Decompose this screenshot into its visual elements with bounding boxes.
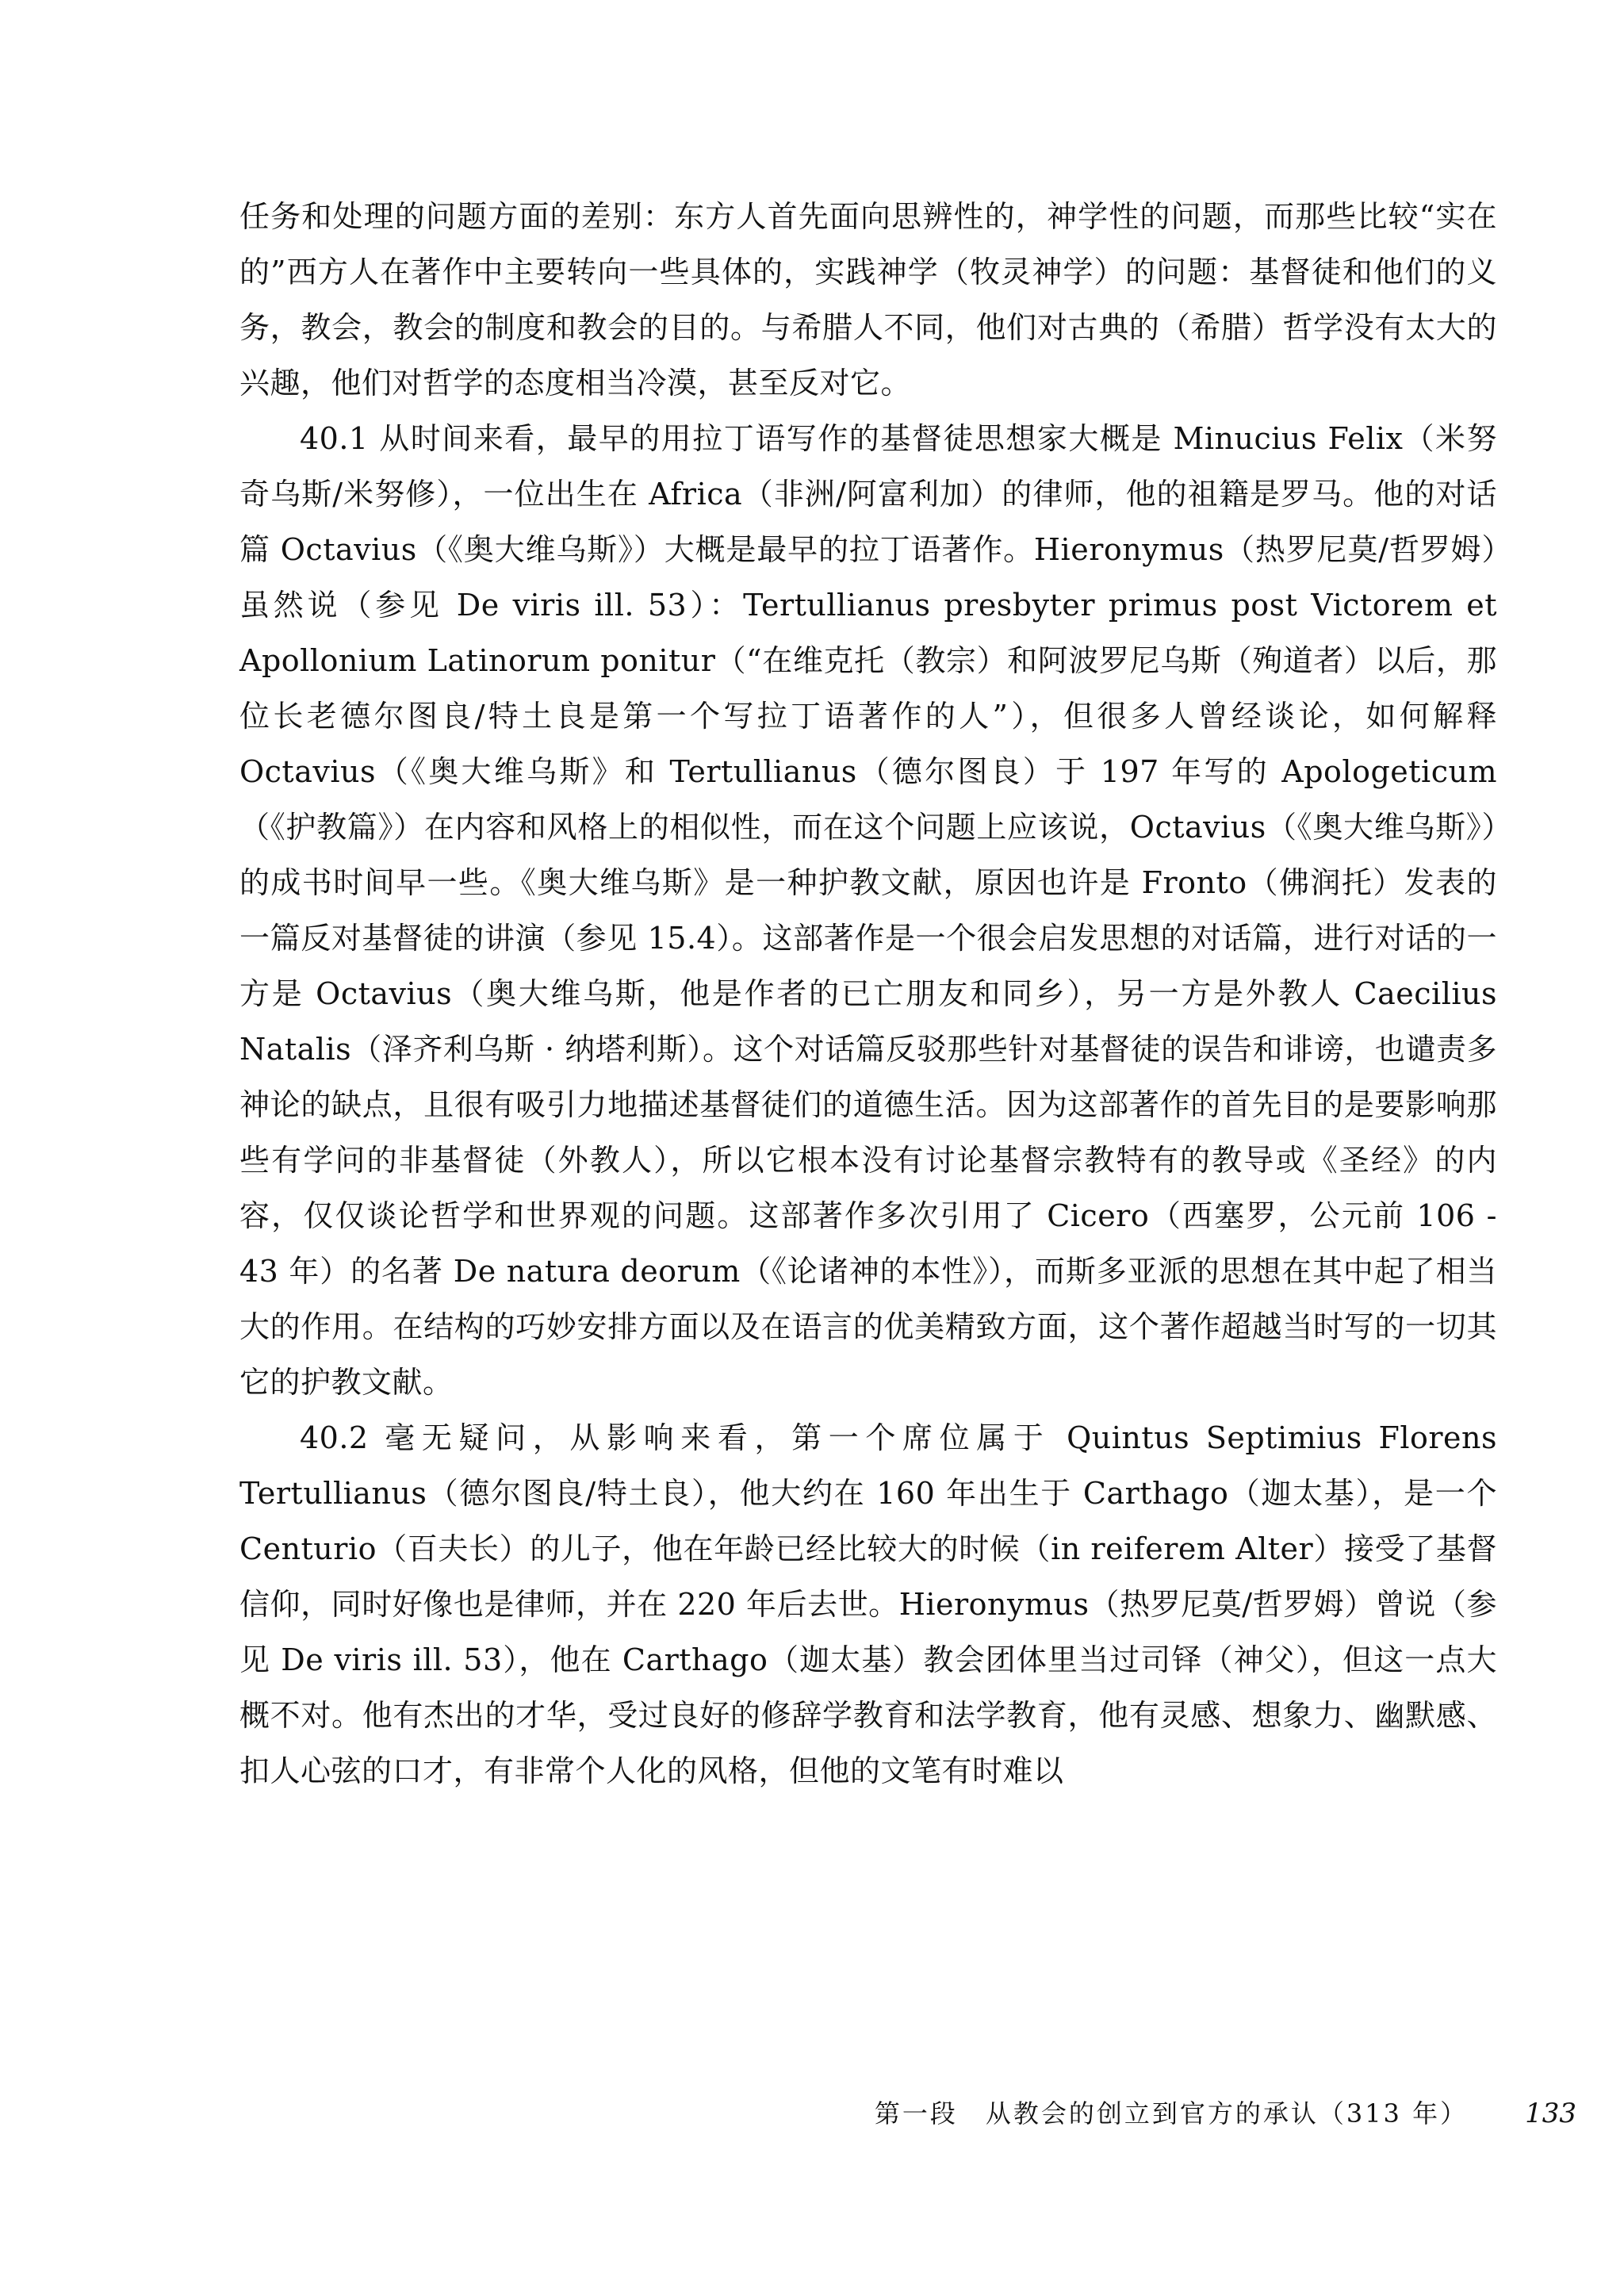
body-text — [239, 189, 1497, 1799]
paragraph-40-2: 40.2 毫无疑问，从影响来看，第一个席位属于 Quintus Septimius Florens Tertullianus（德尔图良/特土良），他大约在 160 年出生于 Carthago（迦太基），是一个 Centurio（百夫长）的儿子，他在年龄已经比较大的时候（in reiferem Alter）接受了基督信仰，同时好像也是律师，并在 220 年后去世。Hieronymus（热罗尼莫/哲罗姆）曾说（参见 De viris ill. 53），他在 Carthago（迦太基）教会团体里当过司铎（神父），但这一点大概不对。他有杰出的才华，受过良好的修辞学教育和法学教育，他有灵感、想象力、幽默感、扣人心弦的口才，有非常个人化的风格，但他的文笔有时难以 — [239, 1420, 1497, 1788]
running-title: 第一段 从教会的创立到官方的承认（313 年） — [874, 2098, 1469, 2129]
paragraph-40-1: 40.1 从时间来看，最早的用拉丁语写作的基督徒思想家大概是 Minucius Felix（米努奇乌斯/米努修），一位出生在 Africa（非洲/阿富利加）的律师，他的祖籍是罗马。他的对话篇 Octavius（《奥大维乌斯》）大概是最早的拉丁语著作。Hieronymus（热罗尼莫/哲罗姆）虽然说（参见 De viris ill. 53）：Tertullianus presbyter primus post Victorem et Apollonium Latinorum ponitur（“在维克托（教宗）和阿波罗尼乌斯（殉道者）以后，那位长老德尔图良/特土良是第一个写拉丁语著作的人”），但很多人曾经谈论，如何解释 Octavius（《奥大维乌斯》和 Tertullianus（德尔图良）于 197 年写的 Apologeticum（《护教篇》）在内容和风格上的相似性，而在这个问题上应该说，Octavius（《奥大维乌斯》）的成书时间早一些。《奥大维乌斯》是一种护教文献，原因也许是 Fronto（佛润托）发表的一篇反对基督徒的讲演（参见 15.4）。这部著作是一个很会启发思想的对话篇，进行对话的一方是 Octavius（奥大维乌斯，他是作者的已亡朋友和同乡），另一方是外教人 Caecilius Natalis（泽齐利乌斯 · 纳塔利斯）。这个对话篇反驳那些针对基督徒的误告和诽谤，也谴责多神论的缺点，且很有吸引力地描述基督徒们的道德生活。因为这部著作的首先目的是要影响那些有学问的非基督徒（外教人），所以它根本没有讨论基督宗教特有的教导或《圣经》的内容，仅仅谈论哲学和世界观的问题。这部著作多次引用了 Cicero（西塞罗，公元前 106 - 43 年）的名著 De natura deorum（《论诸神的本性》），而斯多亚派的思想在其中起了相当大的作用。在结构的巧妙安排方面以及在语言的优美精致方面，这个著作超越当时写的一切其它的护教文献。 — [239, 421, 1497, 1400]
paragraph-continuation: 任务和处理的问题方面的差别：东方人首先面向思辨性的，神学性的问题，而那些比较“实在的”西方人在著作中主要转向一些具体的，实践神学（牧灵神学）的问题：基督徒和他们的义务，教会，教会的制度和教会的目的。与希腊人不同，他们对古典的（希腊）哲学没有太大的兴趣，他们对哲学的态度相当冷漠，甚至反对它。 — [239, 199, 1497, 400]
page-number: 133 — [1525, 2098, 1576, 2129]
page-footer — [875, 2094, 1576, 2133]
